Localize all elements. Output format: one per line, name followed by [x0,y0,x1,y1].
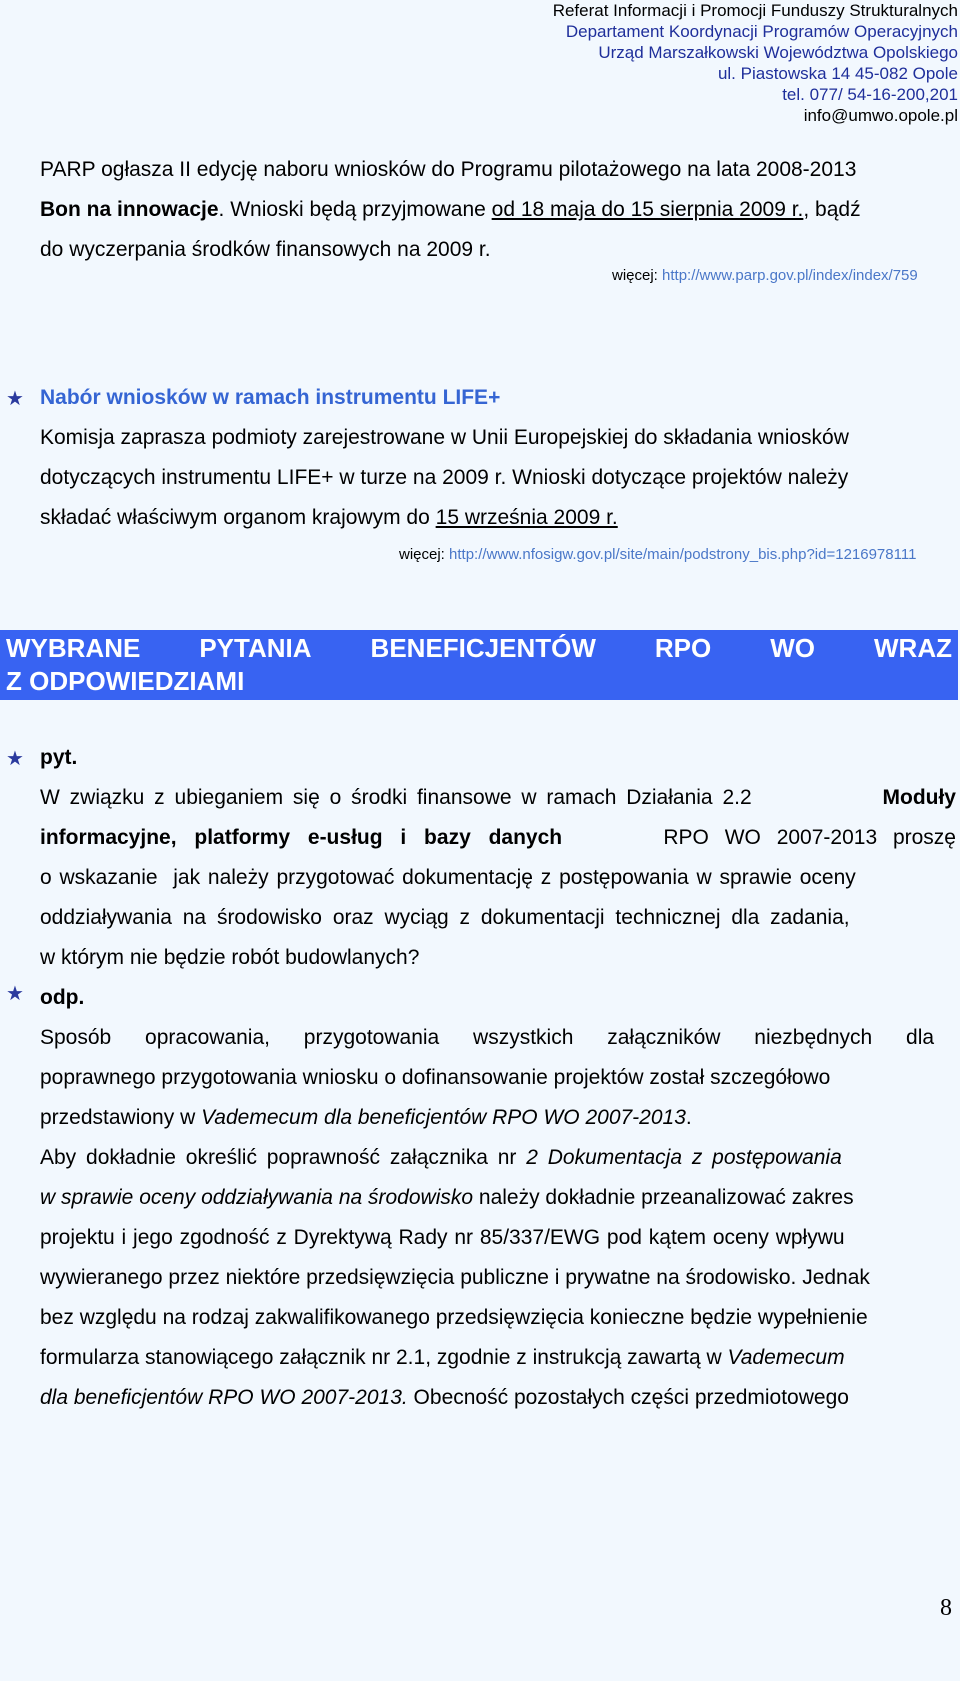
paragraph-line: do wyczerpania środków finansowych na 2009 r. [40,238,491,261]
dates-underlined: od 18 maja do 15 sierpnia 2009 r. [491,198,804,221]
letterhead-line: tel. 077/ 54-16-200,201 [782,85,958,104]
banner-row [6,633,952,667]
paragraph-line: o wskazanie jak należy przygotować dokumentację z postępowania w sprawie oceny [40,866,856,889]
banner-word: BENEFICJENTÓW [370,633,596,663]
star-bullet-icon: ★ [6,388,24,410]
letterhead-line: ul. Piastowska 14 45-082 Opole [717,64,958,83]
paragraph-line [40,818,956,858]
banner-word: RPO [654,633,712,663]
bold-term: informacyjne, platformy e-usług i bazy danych [40,826,563,849]
banner-word: PYTANIA [199,633,312,663]
paragraph-line [40,1178,956,1218]
text-run: W związku z ubieganiem się o środki finansowe w ramach Działania 2.2 [40,786,762,809]
news-item-life [40,378,956,538]
letterhead [553,0,958,126]
paragraph-line: wywieranego przez niektóre przedsięwzięcia publiczne i prywatne na środowisko. Jednak [40,1266,870,1289]
star-bullet-icon: ★ [6,983,24,1005]
paragraph-line: oddziaływania na środowisko oraz wyciąg z dokumentacji technicznej dla zadania, [40,906,850,929]
text-run: , bądź [803,198,861,221]
letterhead-line: Urząd Marszałkowski Województwa Opolskiego [598,43,958,62]
paragraph-line: PARP ogłasza II edycję naboru wniosków do Programu pilotażowego na lata 2008-2013 [40,158,857,181]
bold-term: Bon na innowacje [40,198,219,221]
question-label-text: pyt. [40,746,78,769]
banner-row: Z ODPOWIEDZIAMI [6,666,245,696]
deadline-underlined: 15 września 2009 r. [435,506,618,529]
italic-title: w sprawie oceny oddziaływania na środowisko [40,1186,474,1209]
paragraph-line [40,498,956,538]
more-link-row [399,546,916,563]
italic-title: 2 Dokumentacja z postępowania [526,1146,842,1169]
paragraph-line: Sposób opracowania, przygotowania wszystkich załączników niezbędnych dla [40,1026,935,1049]
paragraph-line [40,1138,956,1178]
italic-title: dla beneficjentów RPO WO 2007-2013. [40,1386,408,1409]
more-link[interactable]: http://www.parp.gov.pl/index/index/759 [662,267,918,284]
section-banner [0,630,958,700]
letterhead-email: info@umwo.opole.pl [803,106,958,125]
paragraph-line: w którym nie będzie robót budowlanych? [40,946,420,969]
banner-word: WO [770,633,815,663]
question-label [40,738,956,778]
answer-label-text: odp. [40,986,85,1009]
more-label: więcej: [399,546,445,563]
text-run: przedstawiony w [40,1106,202,1129]
paragraph-line: poprawnego przygotowania wniosku o dofinansowanie projektów został szczegółowo [40,1066,831,1089]
paragraph-line [40,1378,956,1418]
more-link-row [612,267,918,284]
text-run: RPO WO 2007-2013 proszę [647,826,956,849]
text-run: Aby dokładnie określić poprawność załącznika nr [40,1146,527,1169]
text-run: należy dokładnie przeanalizować zakres [473,1186,854,1209]
paragraph-line: Komisja zaprasza podmioty zarejestrowane w Unii Europejskiej do składania wniosków [40,426,849,449]
page-number: 8 [940,1595,952,1621]
italic-title: Vademecum dla beneficjentów RPO WO 2007-2013 [201,1106,686,1129]
paragraph-line: dotyczących instrumentu LIFE+ w turze na 2009 r. Wnioski dotyczące projektów należy [40,466,849,489]
item-title: Nabór wniosków w ramach instrumentu LIFE+ [40,386,501,409]
banner-word: WYBRANE [6,633,141,663]
paragraph-line [40,190,956,230]
bold-term: Moduły [882,786,956,809]
more-label: więcej: [612,267,658,284]
news-item-parp [40,150,956,270]
more-link[interactable]: http://www.nfosigw.gov.pl/site/main/podstrony_bis.php?id=1216978111 [449,546,917,563]
paragraph-line [40,778,956,818]
text-run: składać właściwym organom krajowym do [40,506,436,529]
letterhead-line: Departament Koordynacji Programów Operacyjnych [565,22,958,41]
banner-word: WRAZ [874,633,952,663]
text-run: formularza stanowiącego załącznik nr 2.1, zgodnie z instrukcją zawartą w [40,1346,728,1369]
paragraph-line [40,1098,956,1138]
answer-label [40,978,956,1018]
text-run: . [685,1106,692,1129]
text-run: Obecność pozostałych części przedmiotowego [407,1386,849,1409]
paragraph-line: bez względu na rodzaj zakwalifikowanego przedsięwzięcia konieczne będzie wypełnienie [40,1306,868,1329]
qa-section [40,738,956,1418]
star-bullet-icon: ★ [6,748,24,770]
italic-title: Vademecum [727,1346,845,1369]
text-run: . Wnioski będą przyjmowane [218,198,492,221]
paragraph-line: projektu i jego zgodność z Dyrektywą Rady nr 85/337/EWG pod kątem oceny wpływu [40,1226,845,1249]
letterhead-line: Referat Informacji i Promocji Funduszy Strukturalnych [552,1,958,20]
paragraph-line [40,1338,956,1378]
